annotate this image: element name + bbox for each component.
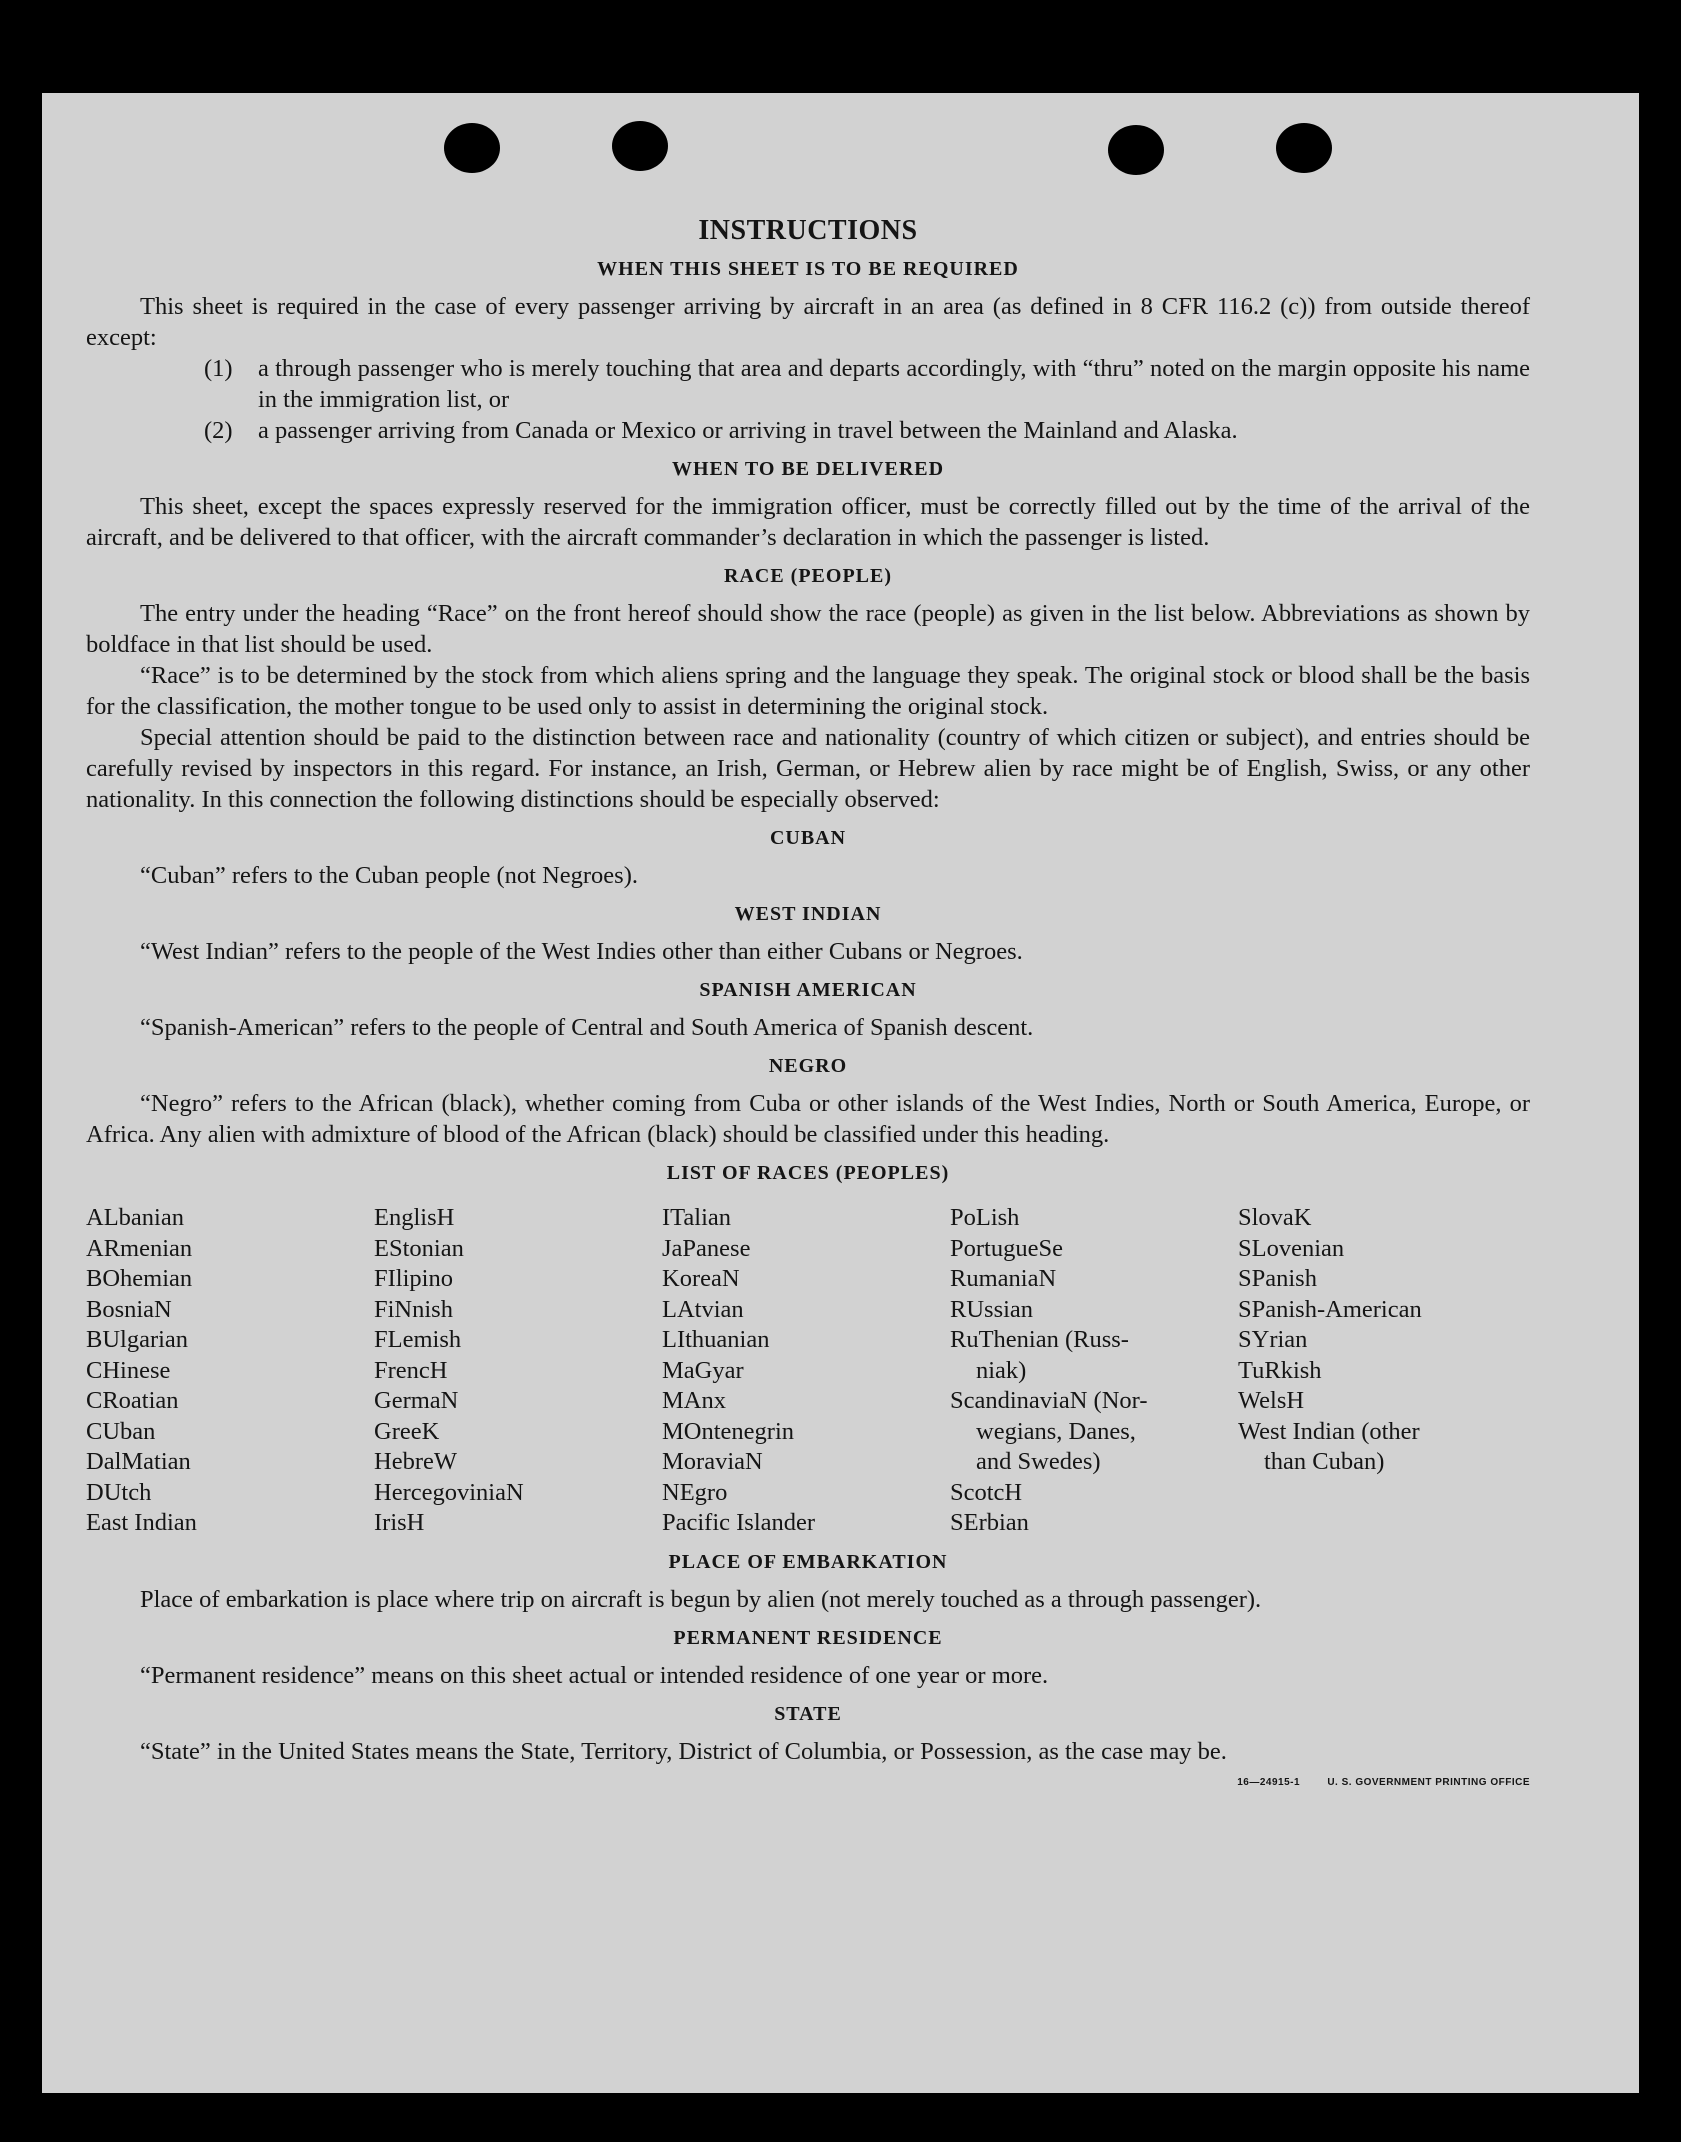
races-column: [950, 1203, 1238, 1539]
section-heading-west-indian: WEST INDIAN: [734, 903, 882, 925]
race-entry: ARmenian: [86, 1234, 193, 1262]
form-number: 16—24915-1: [1237, 1776, 1301, 1788]
race-entry: SYrian: [1238, 1326, 1308, 1353]
race-entry: BUlgarian: [86, 1326, 189, 1353]
race-entry: SlovaK: [1238, 1204, 1312, 1231]
race-entry: ScandinaviaN (Nor-: [950, 1387, 1148, 1414]
race-entry: West Indian (other: [1238, 1417, 1420, 1445]
section-heading-state: STATE: [774, 1702, 842, 1725]
embarkation-text: Place of embarkation is place where trip on aircraft is begun by alien (not merely touched as a through passenger).: [140, 1585, 1262, 1613]
race-entry: EnglisH: [374, 1204, 455, 1231]
race-entry: than Cuban): [1264, 1448, 1385, 1475]
race-entry: SPanish-American: [1238, 1295, 1422, 1323]
race-entry: FiNnish: [374, 1295, 453, 1323]
race-paragraph: The entry under the heading “Race” on the front hereof should show the race (people) as given in the list below. Abbreviations as shown by boldface in that list should be used.: [86, 600, 1530, 658]
race-entry: GermaN: [374, 1387, 459, 1414]
race-entry: FLemish: [374, 1326, 462, 1353]
races-column: [1238, 1203, 1530, 1539]
race-entry: CRoatian: [86, 1387, 179, 1414]
cuban-text: “Cuban” refers to the Cuban people (not Negroes).: [140, 862, 638, 889]
race-entry: PoLish: [950, 1204, 1020, 1231]
races-column: [86, 1203, 374, 1539]
race-entry: MOntenegrin: [662, 1417, 794, 1445]
race-entry: JaPanese: [662, 1234, 751, 1262]
page-title: INSTRUCTIONS: [698, 215, 918, 246]
race-entry: RUssian: [950, 1295, 1034, 1323]
race-entry: and Swedes): [976, 1448, 1101, 1475]
race-entry: HebreW: [374, 1448, 457, 1475]
exception-item: [204, 353, 1530, 415]
race-entry: IrisH: [374, 1509, 425, 1536]
race-entry: MoraviaN: [662, 1448, 763, 1475]
residence-text: “Permanent residence” means on this sheet actual or intended residence of one year or more.: [140, 1661, 1049, 1689]
race-entry: NEgro: [662, 1478, 728, 1506]
race-entry: niak): [976, 1356, 1027, 1384]
footer: [86, 1767, 1530, 1802]
section-heading-embarkation: PLACE OF EMBARKATION: [668, 1550, 948, 1573]
section-heading-races: LIST OF RACES (PEOPLES): [666, 1162, 950, 1184]
section-heading-required: WHEN THIS SHEET IS TO BE REQUIRED: [597, 258, 1019, 280]
race-entry: DalMatian: [86, 1448, 191, 1475]
race-entry: FrencH: [374, 1356, 448, 1384]
print-code: [1213, 1767, 1530, 1798]
race-entry: BOhemian: [86, 1265, 193, 1292]
exception-number: (1): [204, 355, 233, 382]
section-heading-negro: NEGRO: [768, 1055, 848, 1077]
section-heading-race: RACE (PEOPLE): [724, 565, 892, 587]
race-entry: LAtvian: [662, 1295, 744, 1323]
race-entry: DUtch: [86, 1478, 152, 1506]
spanish-american-text: “Spanish-American” refers to the people of Central and South America of Spanish descent.: [140, 1014, 1034, 1041]
races-column: [662, 1203, 950, 1539]
race-entry: SPanish: [1238, 1265, 1317, 1292]
negro-text: “Negro” refers to the African (black), whether coming from Cuba or other islands of the West Indies, North or South America, Europe, or Africa. Any alien with admixture of blood of the African (black) should be classified under this heading.: [86, 1090, 1530, 1148]
exception-item: [204, 415, 1530, 446]
exception-text: a through passenger who is merely touching that area and departs accordingly, with “thru” noted on the margin opposite his name in the immigration list, or: [258, 355, 1530, 413]
exception-number: (2): [204, 417, 233, 444]
punch-hole-icon: [1276, 123, 1332, 173]
delivered-text: This sheet, except the spaces expressly reserved for the immigration officer, must be correctly filled out by the time of the arrival of the aircraft, and be delivered to that officer, with the aircraft commander’s declaration in which the passenger is listed.: [86, 493, 1530, 551]
race-entry: WelsH: [1238, 1387, 1305, 1414]
race-entry: FIlipino: [374, 1265, 453, 1292]
race-entry: GreeK: [374, 1417, 440, 1445]
race-entry: Pacific Islander: [662, 1509, 816, 1536]
race-entry: HercegoviniaN: [374, 1478, 524, 1506]
race-entry: RumaniaN: [950, 1265, 1057, 1292]
race-entry: TuRkish: [1238, 1356, 1322, 1384]
race-paragraph: “Race” is to be determined by the stock from which aliens spring and the language they speak. The original stock or blood shall be the basis for the classification, the mother tongue to be used only to assist in determining the original stock.: [86, 662, 1530, 720]
race-entry: MaGyar: [662, 1356, 744, 1384]
west-indian-text: “West Indian” refers to the people of the West Indies other than either Cubans or Negroes.: [140, 938, 1023, 965]
section-heading-spanish-american: SPANISH AMERICAN: [699, 979, 917, 1001]
punch-hole-icon: [1108, 125, 1164, 175]
race-entry: PortugueSe: [950, 1234, 1063, 1262]
race-entry: ScotcH: [950, 1478, 1023, 1506]
race-paragraph: Special attention should be paid to the distinction between race and nationality (country of which citizen or subject), and entries should be carefully revised by inspectors in this regard. For instance, an Irish, German, or Hebrew alien by race might be of English, Swiss, or any other nationality. In this connection the following distinctions should be especially observed:: [86, 724, 1530, 813]
races-list: [86, 1203, 1530, 1539]
punch-hole-icon: [444, 123, 500, 173]
race-entry: wegians, Danes,: [976, 1417, 1136, 1445]
required-intro: This sheet is required in the case of every passenger arriving by aircraft in an area (as defined in 8 CFR 116.2 (c)) from outside thereof except:: [86, 293, 1530, 351]
state-text: “State” in the United States means the State, Territory, District of Columbia, or Possession, as the case may be.: [140, 1737, 1227, 1765]
race-entry: KoreaN: [662, 1265, 740, 1292]
printer-name: U. S. GOVERNMENT PRINTING OFFICE: [1327, 1776, 1530, 1788]
race-entry: ALbanian: [86, 1204, 184, 1231]
race-entry: BosniaN: [86, 1295, 172, 1323]
section-heading-residence: PERMANENT RESIDENCE: [673, 1626, 943, 1649]
instructions-content: [86, 215, 1530, 1802]
section-heading-cuban: CUBAN: [769, 827, 847, 849]
race-entry: RuThenian (Russ-: [950, 1326, 1129, 1353]
exception-text: a passenger arriving from Canada or Mexico or arriving in travel between the Mainland and Alaska.: [258, 417, 1238, 444]
race-entry: East Indian: [86, 1509, 197, 1536]
section-heading-delivered: WHEN TO BE DELIVERED: [671, 458, 945, 480]
race-entry: SErbian: [950, 1509, 1029, 1536]
punch-hole-icon: [612, 121, 668, 171]
races-column: [374, 1203, 662, 1539]
race-entry: ITalian: [662, 1204, 732, 1231]
race-entry: MAnx: [662, 1387, 726, 1414]
race-entry: CHinese: [86, 1356, 171, 1384]
race-entry: EStonian: [374, 1234, 464, 1262]
document-sheet: [42, 93, 1639, 2093]
race-entry: LIthuanian: [662, 1326, 770, 1353]
race-entry: SLovenian: [1238, 1234, 1345, 1262]
race-entry: CUban: [86, 1417, 156, 1445]
